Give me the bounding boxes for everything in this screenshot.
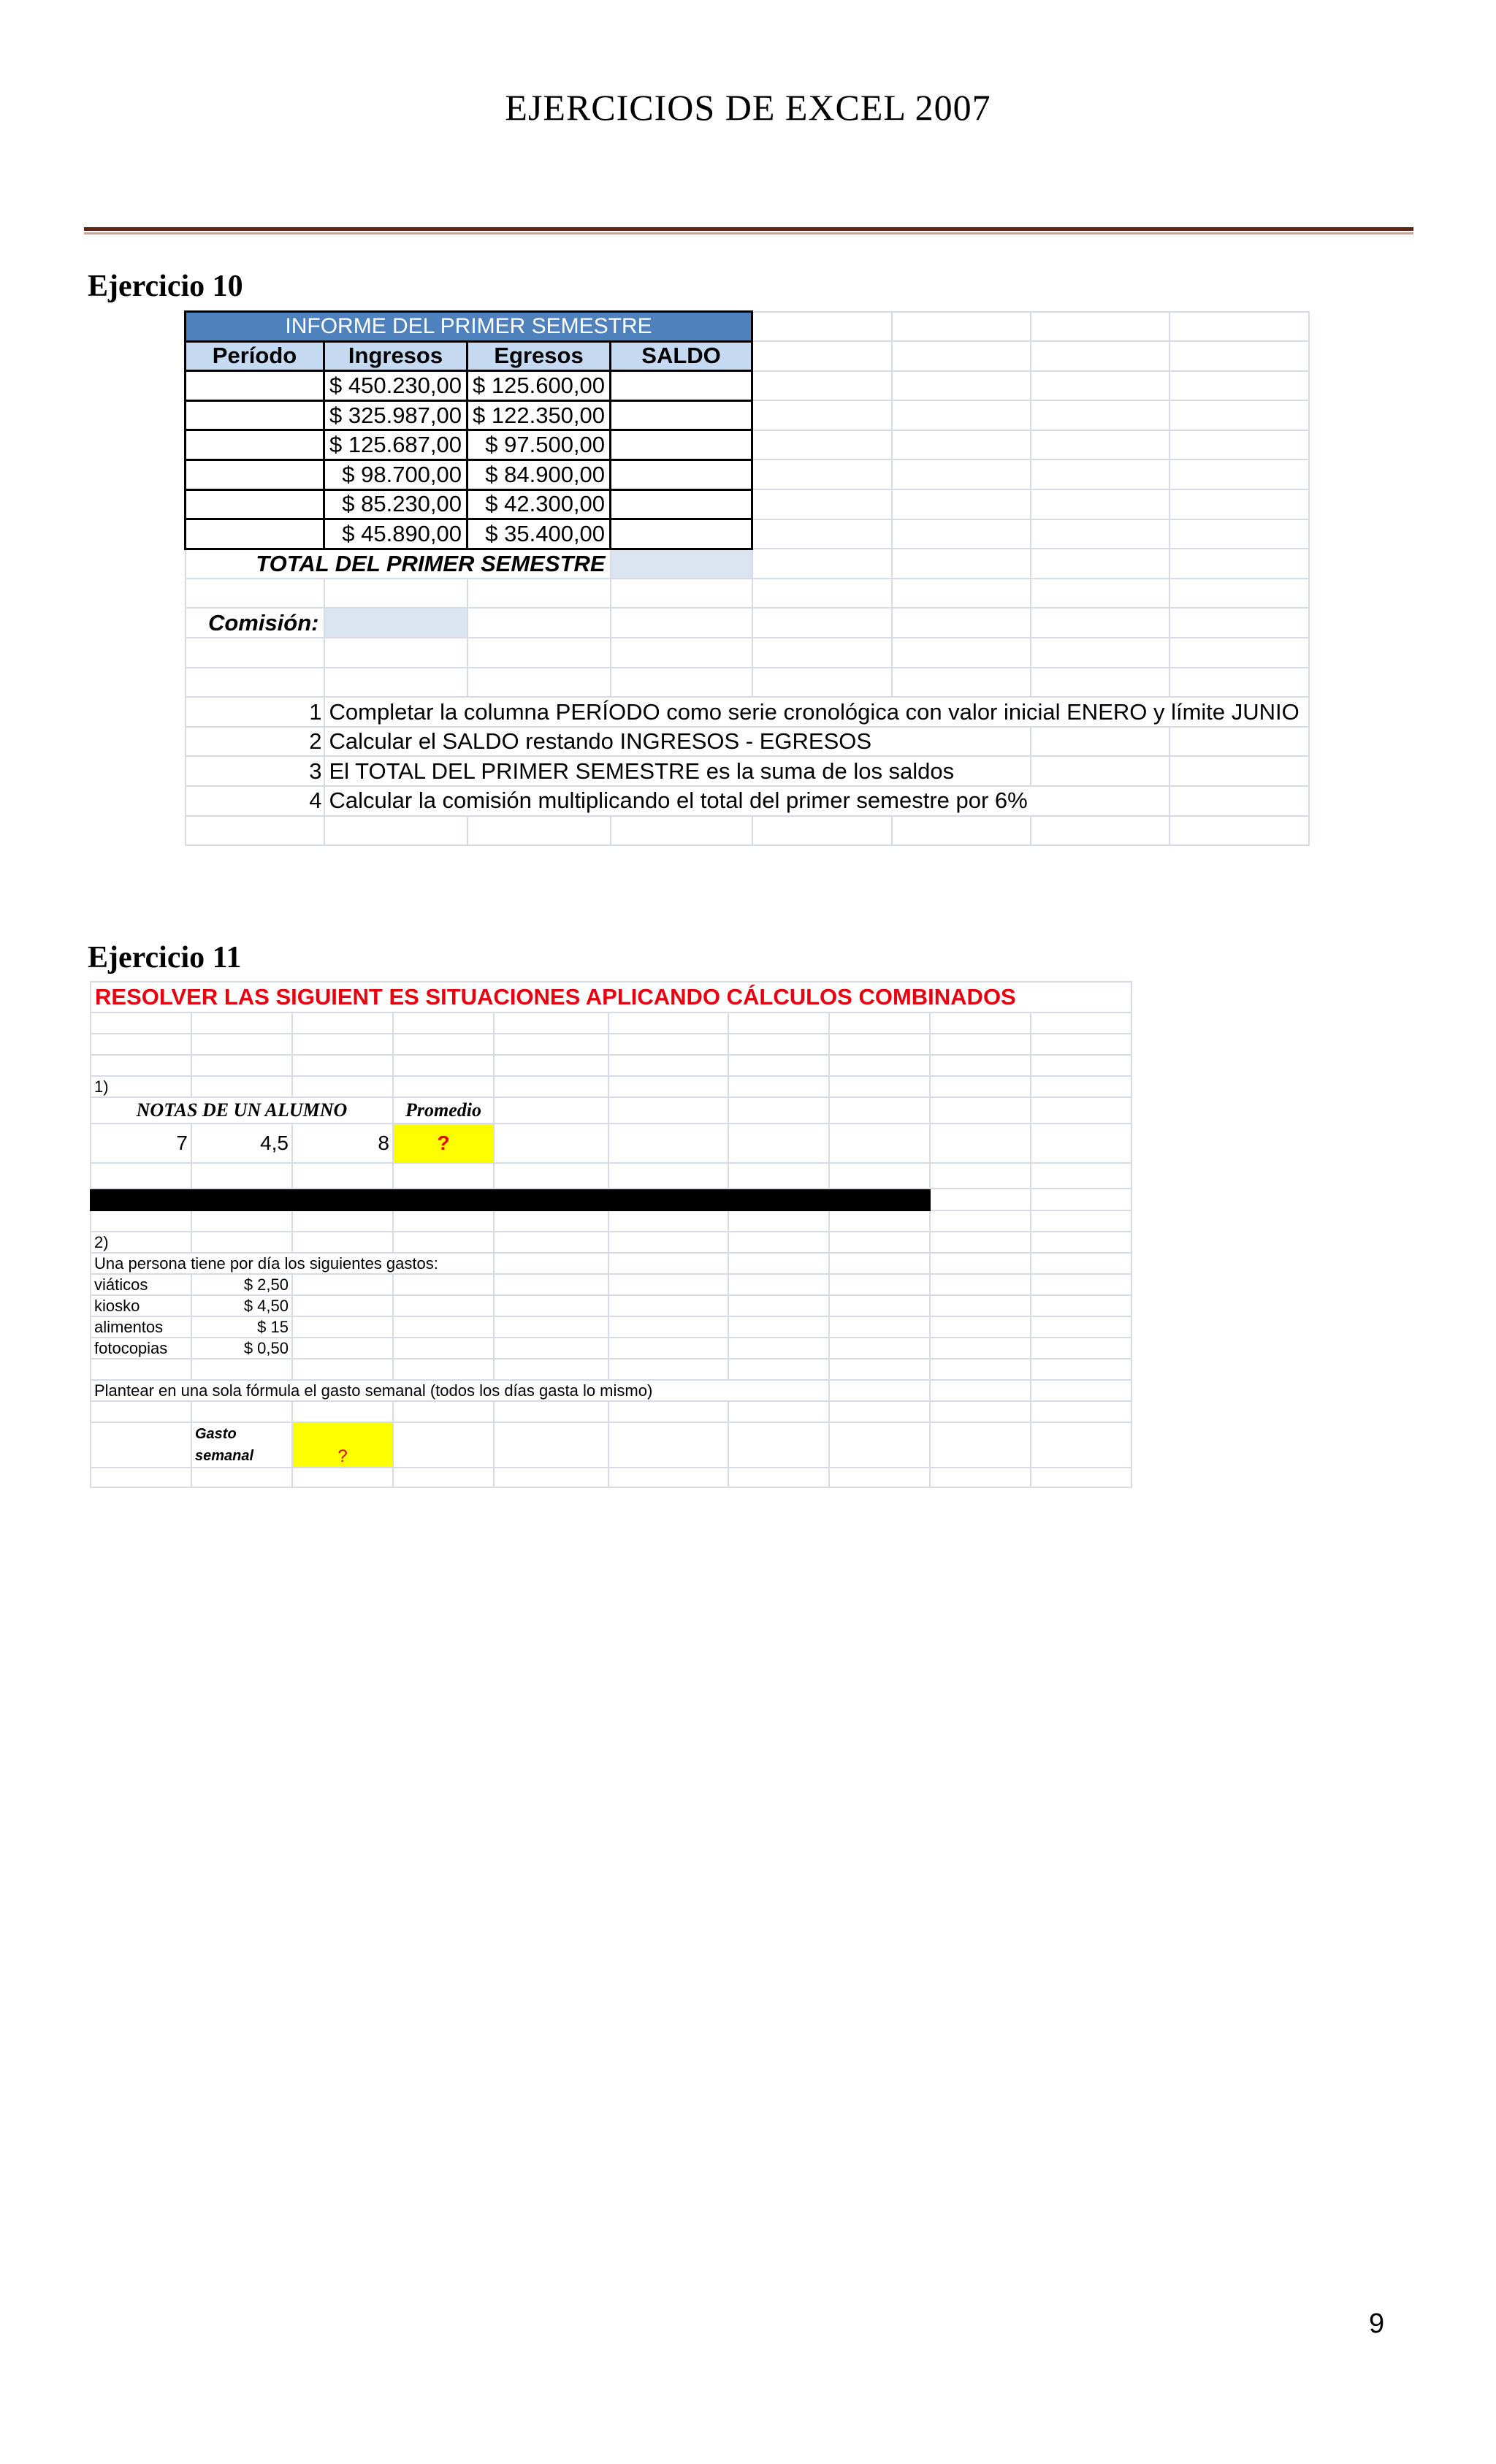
cell[interactable] xyxy=(1031,608,1169,638)
instruction-number: 2 xyxy=(186,727,324,757)
cell[interactable] xyxy=(1031,341,1169,371)
saldo-cell[interactable] xyxy=(611,430,752,460)
cell[interactable] xyxy=(752,816,892,846)
cell[interactable] xyxy=(1031,549,1169,579)
egresos-cell[interactable]: $ 42.300,00 xyxy=(468,489,611,519)
cell[interactable] xyxy=(186,816,324,846)
gasto-semanal-cell[interactable]: ? xyxy=(292,1422,393,1468)
cell[interactable] xyxy=(1031,579,1169,609)
cell[interactable] xyxy=(1031,668,1169,698)
black-divider-row xyxy=(91,1189,930,1210)
ingresos-cell[interactable]: $ 125.687,00 xyxy=(324,430,468,460)
cell[interactable] xyxy=(1031,459,1169,489)
gasto-label: kiosko xyxy=(91,1295,191,1316)
gasto-row xyxy=(91,1295,1131,1316)
egresos-cell[interactable]: $ 125.600,00 xyxy=(468,371,611,401)
cell[interactable] xyxy=(1169,489,1309,519)
header-rule xyxy=(84,227,1413,231)
ejercicio-11-spreadsheet xyxy=(90,981,1132,1488)
ejercicio-11-heading: Ejercicio 11 xyxy=(88,941,242,974)
cell[interactable] xyxy=(1169,727,1309,757)
cell[interactable] xyxy=(1031,430,1169,460)
cell[interactable] xyxy=(186,579,324,609)
egresos-cell[interactable]: $ 84.900,00 xyxy=(468,459,611,489)
periodo-cell[interactable] xyxy=(186,400,324,430)
nota-cell[interactable]: 4,5 xyxy=(191,1124,292,1163)
page-number: 9 xyxy=(1369,2308,1385,2339)
cell[interactable] xyxy=(1169,430,1309,460)
cell[interactable] xyxy=(752,459,892,489)
cell[interactable] xyxy=(324,579,468,609)
item-2-label: 2) xyxy=(91,1232,191,1253)
column-header-saldo: SALDO xyxy=(611,341,752,371)
cell[interactable] xyxy=(892,489,1031,519)
cell[interactable] xyxy=(752,668,892,698)
periodo-cell[interactable] xyxy=(186,459,324,489)
periodo-cell[interactable] xyxy=(186,519,324,549)
comision-label: Comisión: xyxy=(186,608,324,638)
cell[interactable] xyxy=(611,638,752,668)
table-row xyxy=(186,430,1309,460)
saldo-cell[interactable] xyxy=(611,459,752,489)
cell[interactable] xyxy=(892,608,1031,638)
cell[interactable] xyxy=(1169,816,1309,846)
cell[interactable] xyxy=(892,371,1031,401)
gasto-semanal-label: Gasto semanal xyxy=(191,1422,292,1468)
cell[interactable] xyxy=(186,668,324,698)
total-label: TOTAL DEL PRIMER SEMESTRE xyxy=(186,549,611,579)
cell[interactable] xyxy=(1031,638,1169,668)
column-header-periodo: Período xyxy=(186,341,324,371)
cell[interactable] xyxy=(1169,786,1309,816)
cell[interactable] xyxy=(1031,756,1169,786)
saldo-cell[interactable] xyxy=(611,400,752,430)
cell[interactable] xyxy=(1169,312,1309,342)
cell[interactable] xyxy=(892,400,1031,430)
column-header-egresos: Egresos xyxy=(468,341,611,371)
ingresos-cell[interactable]: $ 98.700,00 xyxy=(324,459,468,489)
ingresos-cell[interactable]: $ 45.890,00 xyxy=(324,519,468,549)
gasto-instruction: Plantear en una sola fórmula el gasto semanal (todos los días gasta lo mismo) xyxy=(91,1380,829,1401)
instruction-row xyxy=(186,756,1309,786)
cell[interactable] xyxy=(1031,371,1169,401)
cell[interactable] xyxy=(468,668,611,698)
column-header-ingresos: Ingresos xyxy=(324,341,468,371)
instruction-row xyxy=(186,727,1309,757)
cell[interactable] xyxy=(324,638,468,668)
cell[interactable] xyxy=(892,519,1031,549)
gasto-value[interactable]: $ 0,50 xyxy=(191,1338,292,1359)
ej11-title: RESOLVER LAS SIGUIENT ES SITUACIONES APLICANDO CÁLCULOS COMBINADOS xyxy=(91,982,1131,1012)
gasto-row xyxy=(91,1338,1131,1359)
cell[interactable] xyxy=(1169,400,1309,430)
cell[interactable] xyxy=(1169,519,1309,549)
cell[interactable] xyxy=(752,519,892,549)
cell[interactable] xyxy=(752,371,892,401)
table-row xyxy=(186,459,1309,489)
gasto-label: viáticos xyxy=(91,1274,191,1295)
promedio-cell[interactable]: ? xyxy=(393,1124,494,1163)
cell[interactable] xyxy=(892,668,1031,698)
gasto-label: fotocopias xyxy=(91,1338,191,1359)
instruction-number: 1 xyxy=(186,697,324,727)
cell[interactable] xyxy=(892,312,1031,342)
cell[interactable] xyxy=(324,816,468,846)
gasto-row xyxy=(91,1274,1131,1295)
cell[interactable] xyxy=(752,489,892,519)
cell[interactable] xyxy=(1169,668,1309,698)
saldo-cell[interactable] xyxy=(611,371,752,401)
cell[interactable] xyxy=(1169,549,1309,579)
instruction-text: Calcular la comisión multiplicando el total del primer semestre por 6% xyxy=(324,786,1169,816)
instruction-number: 3 xyxy=(186,756,324,786)
cell[interactable] xyxy=(1169,371,1309,401)
cell[interactable] xyxy=(752,341,892,371)
periodo-cell[interactable] xyxy=(186,430,324,460)
cell[interactable] xyxy=(1031,312,1169,342)
cell[interactable] xyxy=(611,816,752,846)
cell[interactable] xyxy=(1031,519,1169,549)
egresos-cell[interactable]: $ 97.500,00 xyxy=(468,430,611,460)
instruction-number: 4 xyxy=(186,786,324,816)
cell[interactable] xyxy=(1031,727,1169,757)
gasto-label: alimentos xyxy=(91,1316,191,1338)
cell[interactable] xyxy=(752,608,892,638)
cell[interactable] xyxy=(1169,638,1309,668)
cell[interactable] xyxy=(324,668,468,698)
promedio-label: Promedio xyxy=(393,1097,494,1124)
cell[interactable] xyxy=(468,579,611,609)
instruction-row xyxy=(186,786,1309,816)
cell[interactable] xyxy=(1031,816,1169,846)
ingresos-cell[interactable]: $ 450.230,00 xyxy=(324,371,468,401)
cell[interactable] xyxy=(892,341,1031,371)
ingresos-cell[interactable]: $ 325.987,00 xyxy=(324,400,468,430)
saldo-cell[interactable] xyxy=(611,489,752,519)
cell[interactable] xyxy=(1169,579,1309,609)
cell[interactable] xyxy=(611,608,752,638)
cell[interactable] xyxy=(1031,489,1169,519)
cell[interactable] xyxy=(1169,756,1309,786)
item-1-label: 1) xyxy=(91,1076,191,1097)
ejercicio-10-heading: Ejercicio 10 xyxy=(88,270,243,303)
cell[interactable] xyxy=(752,430,892,460)
nota-cell[interactable]: 8 xyxy=(292,1124,393,1163)
gasto-value[interactable]: $ 15 xyxy=(191,1316,292,1338)
instruction-text: El TOTAL DEL PRIMER SEMESTRE es la suma de los saldos xyxy=(324,756,1031,786)
cell[interactable] xyxy=(468,608,611,638)
table-row xyxy=(186,489,1309,519)
comision-value-cell[interactable] xyxy=(324,608,468,638)
egresos-cell[interactable]: $ 35.400,00 xyxy=(468,519,611,549)
report-title: INFORME DEL PRIMER SEMESTRE xyxy=(186,312,752,342)
egresos-cell[interactable]: $ 122.350,00 xyxy=(468,400,611,430)
cell[interactable] xyxy=(752,549,892,579)
gasto-row xyxy=(91,1316,1131,1338)
notas-label: NOTAS DE UN ALUMNO xyxy=(91,1097,393,1124)
cell[interactable] xyxy=(1169,341,1309,371)
gasto-value[interactable]: $ 2,50 xyxy=(191,1274,292,1295)
cell[interactable] xyxy=(892,579,1031,609)
periodo-cell[interactable] xyxy=(186,489,324,519)
gastos-intro: Una persona tiene por día los siguientes gastos: xyxy=(91,1253,494,1274)
instruction-text: Calcular el SALDO restando INGRESOS - EGRESOS xyxy=(324,727,1031,757)
cell[interactable] xyxy=(752,400,892,430)
instruction-row xyxy=(186,697,1309,727)
table-row xyxy=(186,519,1309,549)
instruction-text: Completar la columna PERÍODO como serie cronológica con valor inicial ENERO y límite JUNIO xyxy=(324,697,1309,727)
saldo-cell[interactable] xyxy=(611,519,752,549)
cell[interactable] xyxy=(752,579,892,609)
cell[interactable] xyxy=(892,430,1031,460)
cell[interactable] xyxy=(892,638,1031,668)
table-row xyxy=(186,371,1309,401)
cell[interactable] xyxy=(752,638,892,668)
ingresos-cell[interactable]: $ 85.230,00 xyxy=(324,489,468,519)
cell[interactable] xyxy=(892,549,1031,579)
cell[interactable] xyxy=(1169,608,1309,638)
page-title: EJERCICIOS DE EXCEL 2007 xyxy=(505,87,991,128)
cell[interactable] xyxy=(892,459,1031,489)
cell[interactable] xyxy=(892,816,1031,846)
nota-cell[interactable]: 7 xyxy=(91,1124,191,1163)
cell[interactable] xyxy=(468,816,611,846)
cell[interactable] xyxy=(1031,400,1169,430)
header-rule-shadow xyxy=(84,232,1413,234)
cell[interactable] xyxy=(752,312,892,342)
table-row xyxy=(186,400,1309,430)
gasto-value[interactable]: $ 4,50 xyxy=(191,1295,292,1316)
cell[interactable] xyxy=(186,638,324,668)
cell[interactable] xyxy=(611,579,752,609)
cell[interactable] xyxy=(468,638,611,668)
ejercicio-10-spreadsheet xyxy=(184,310,1310,846)
periodo-cell[interactable] xyxy=(186,371,324,401)
total-value-cell[interactable] xyxy=(611,549,752,579)
cell[interactable] xyxy=(1169,459,1309,489)
cell[interactable] xyxy=(611,668,752,698)
